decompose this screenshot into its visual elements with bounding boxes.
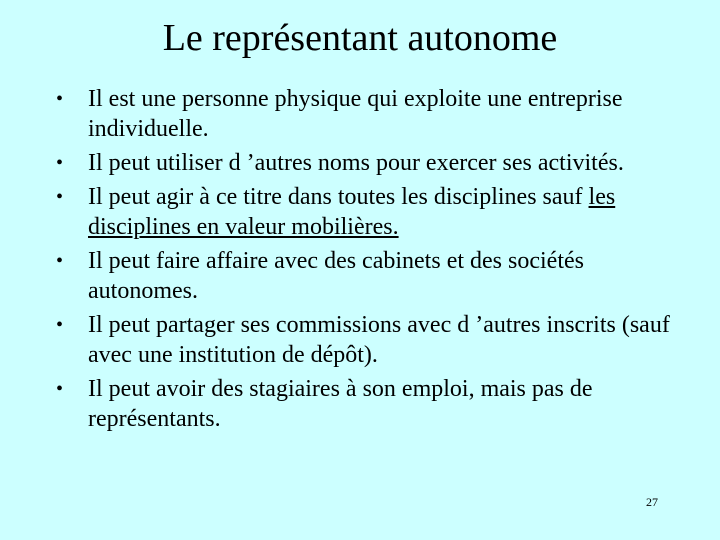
bullet-list xyxy=(56,84,676,438)
bullet-text: Il est une personne physique qui exploite une entreprise individuelle. xyxy=(88,86,623,142)
bullet-text: Il peut utiliser d ’autres noms pour exercer ses activités. xyxy=(88,150,624,176)
bullet-text: Il peut agir à ce titre dans toutes les disciplines sauf xyxy=(88,184,589,210)
bullet-item xyxy=(56,246,676,306)
bullet-text: Il peut avoir des stagiaires à son emploi, mais pas de représentants. xyxy=(88,376,593,432)
bullet-icon: • xyxy=(56,250,64,272)
slide-title: Le représentant autonome xyxy=(162,17,558,59)
bullet-item xyxy=(56,148,676,178)
bullet-icon: • xyxy=(56,88,64,110)
bullet-icon: • xyxy=(56,186,64,208)
bullet-item xyxy=(56,310,676,370)
bullet-item xyxy=(56,182,676,242)
bullet-text: Il peut partager ses commissions avec d ’autres inscrits (sauf avec une institution de dépôt). xyxy=(88,312,670,368)
bullet-text: Il peut faire affaire avec des cabinets et des sociétés autonomes. xyxy=(88,248,584,304)
bullet-item xyxy=(56,84,676,144)
bullet-icon: • xyxy=(56,314,64,336)
page-number: 27 xyxy=(646,495,658,509)
bullet-icon: • xyxy=(56,378,64,400)
bullet-underlined-text: les disciplines en valeur mobilières. xyxy=(88,184,616,240)
bullet-icon: • xyxy=(56,152,64,174)
bullet-item xyxy=(56,374,676,434)
